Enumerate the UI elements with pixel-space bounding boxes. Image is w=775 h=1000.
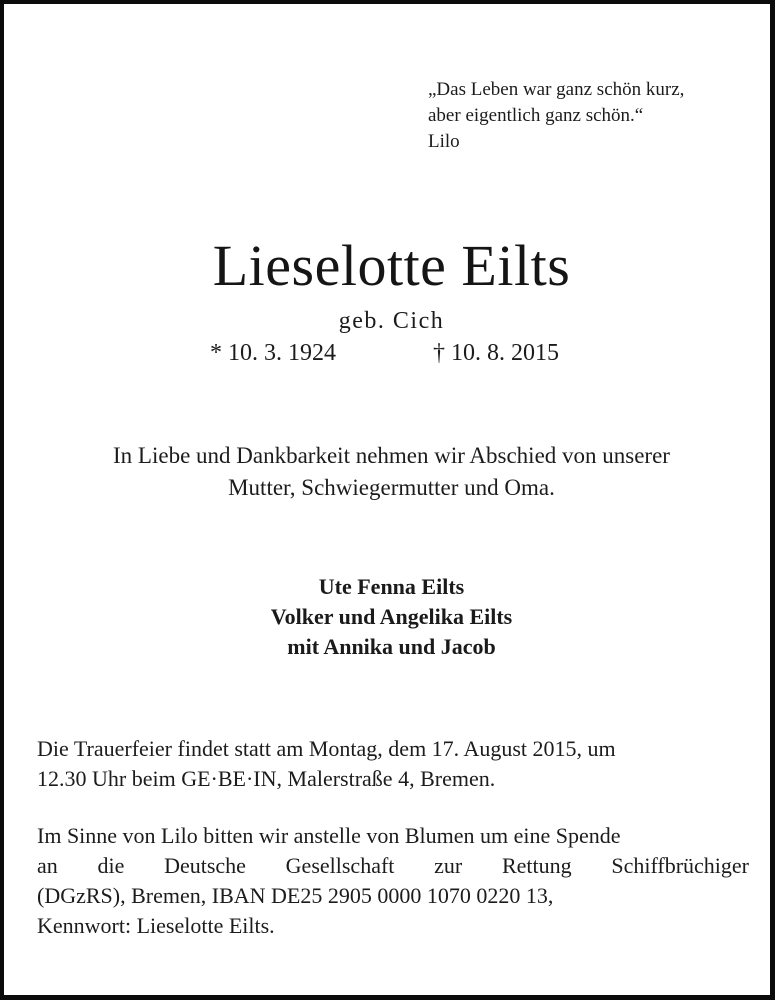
funeral-service-info — [37, 734, 749, 794]
donation-keyword-line: Kennwort: Lieselotte Eilts. — [37, 913, 275, 938]
donation-word: Gesellschaft — [285, 853, 395, 878]
farewell-line: In Liebe und Dankbarkeit nehmen wir Abschied von unserer — [113, 443, 670, 468]
mourner: mit Annika und Jacob — [287, 634, 496, 659]
mourner: Ute Fenna Eilts — [318, 574, 465, 599]
deceased-name: Lieselotte Eilts — [212, 233, 571, 298]
mourner: Volker und Angelika Eilts — [270, 604, 513, 629]
motto-line: aber eigentlich ganz schön.“ — [428, 105, 644, 126]
donation-word: Deutsche — [164, 853, 246, 878]
donation-line-justified — [37, 851, 749, 881]
motto-line: „Das Leben war ganz schön kurz, — [428, 79, 685, 100]
service-line: 12.30 Uhr beim GE·BE·IN, Malerstraße 4, Bremen. — [37, 766, 496, 791]
motto-quote — [428, 77, 684, 155]
farewell-line: Mutter, Schwiegermutter und Oma. — [228, 475, 555, 500]
donation-line: Im Sinne von Lilo bitten wir anstelle von Blumen um eine Spende — [37, 823, 621, 848]
donation-word: zur — [434, 853, 463, 878]
motto-attribution: Lilo — [428, 131, 460, 152]
service-line: Die Trauerfeier findet statt am Montag, dem 17. August 2015, um — [37, 736, 616, 761]
donation-word: an — [37, 853, 58, 878]
death-date: † 10. 8. 2015 — [433, 340, 559, 366]
maiden-name: geb. Cich — [338, 308, 445, 334]
donation-word: Rettung — [501, 853, 572, 878]
donation-iban-line: (DGzRS), Bremen, IBAN DE25 2905 0000 1070 0220 13, — [37, 883, 554, 908]
mourners-list — [4, 572, 775, 662]
donation-word: Schiffbrüchiger — [611, 853, 749, 878]
farewell-text — [4, 440, 775, 504]
donation-request — [37, 821, 749, 941]
donation-word: die — [97, 853, 125, 878]
birth-date: * 10. 3. 1924 — [210, 340, 336, 366]
